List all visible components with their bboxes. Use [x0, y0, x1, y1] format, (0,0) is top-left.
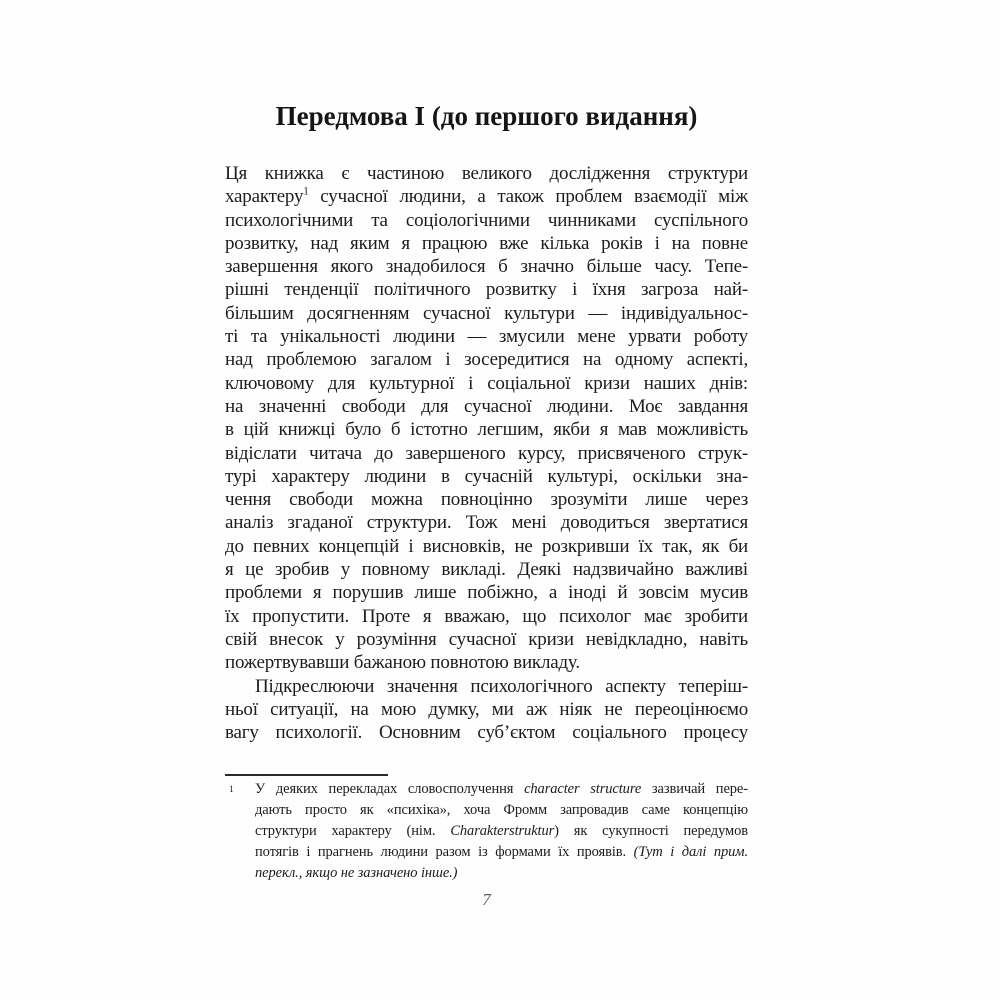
chapter-title: Передмова I (до першого видання) [275, 101, 698, 131]
text-line: в цій книжці було б істотно легшим, якби я мав можливість [225, 419, 748, 441]
text-line: аналіз згаданої структури. Тож мені доводиться звертатися [225, 512, 748, 534]
text-line: ті та унікальності людини — змусили мене урвати роботу [225, 326, 748, 348]
text-line: У деяких перекладах словосполучення character structure зазвичай пере- [255, 781, 748, 797]
text-line: структури характеру (нім. Charakterstruktur) як сукупності передумов [255, 823, 748, 839]
text-line: вагу психології. Основним суб’єктом соціального процесу [225, 722, 748, 744]
text-line: чення свободи можна повноцінно зрозуміти лише через [225, 489, 748, 511]
paragraph [225, 675, 748, 745]
paragraph [255, 779, 748, 884]
footnote [225, 779, 748, 884]
text-line: дають просто як «психіка», хоча Фромм запровадив саме концепцію [255, 802, 748, 818]
text-line: характеру$^1$ сучасної людини, а також проблем взаємодії між [225, 185, 748, 208]
text-line: турі характеру людини в сучасній культурі, оскільки зна- [225, 465, 748, 487]
text-line: над проблемою загалом і зосередитися на одному аспекті, [225, 349, 748, 371]
text-line: завершення якого знадобилося б значно більше часу. Тепе- [225, 256, 748, 278]
page-number: 7 [482, 890, 491, 909]
footnote-text [225, 779, 748, 884]
text-line: пожертвувавши бажаною повнотою викладу. [225, 652, 580, 674]
text-line: ньої ситуації, на мою думку, ми аж ніяк не переоцінюємо [225, 698, 748, 720]
footnote-separator [225, 774, 388, 776]
footnote-marker: 1 [229, 785, 234, 795]
text-line: психологічними та соціологічними чинниками суспільного [225, 209, 748, 231]
text-line: ключовому для культурної і соціальної кризи наших днів: [225, 372, 748, 394]
text-line: їх пропустити. Проте я вважаю, що психолог має зробити [225, 605, 748, 627]
text-line: рішні тенденції політичного розвитку і їхня загроза най- [225, 279, 748, 301]
text-line: Підкреслюючи значення психологічного аспекту теперіш- [255, 675, 748, 697]
text-line: на значенні свободи для сучасної людини. Моє завдання [225, 395, 748, 417]
text-line: до певних концепцій і висновків, не розкривши їх так, як би [225, 535, 748, 557]
text-line: відіслати читача до завершеного курсу, присвяченого струк- [225, 442, 748, 464]
text-line: я це зробив у повному викладі. Деякі надзвичайно важливі [225, 559, 748, 581]
text-line: потягів і прагнень людини разом із формами їх проявів. (Тут і далі прим. [255, 844, 748, 860]
text-line: перекл., якщо не зазначено інше.) [255, 865, 458, 881]
text-line: більшим досягненням сучасної культури — індивідуальнос- [225, 302, 748, 324]
paragraph [225, 162, 748, 675]
text-line: Ця книжка є частиною великого дослідження структури [225, 163, 748, 184]
text-line: розвитку, над яким я працюю вже кілька років і на повне [225, 232, 748, 254]
text-line: свій внесок у розуміння сучасної кризи невідкладно, навіть [225, 628, 748, 650]
text-line: проблеми я порушив лише побіжно, а іноді й зовсім мусив [225, 582, 748, 604]
body-text [225, 162, 748, 744]
